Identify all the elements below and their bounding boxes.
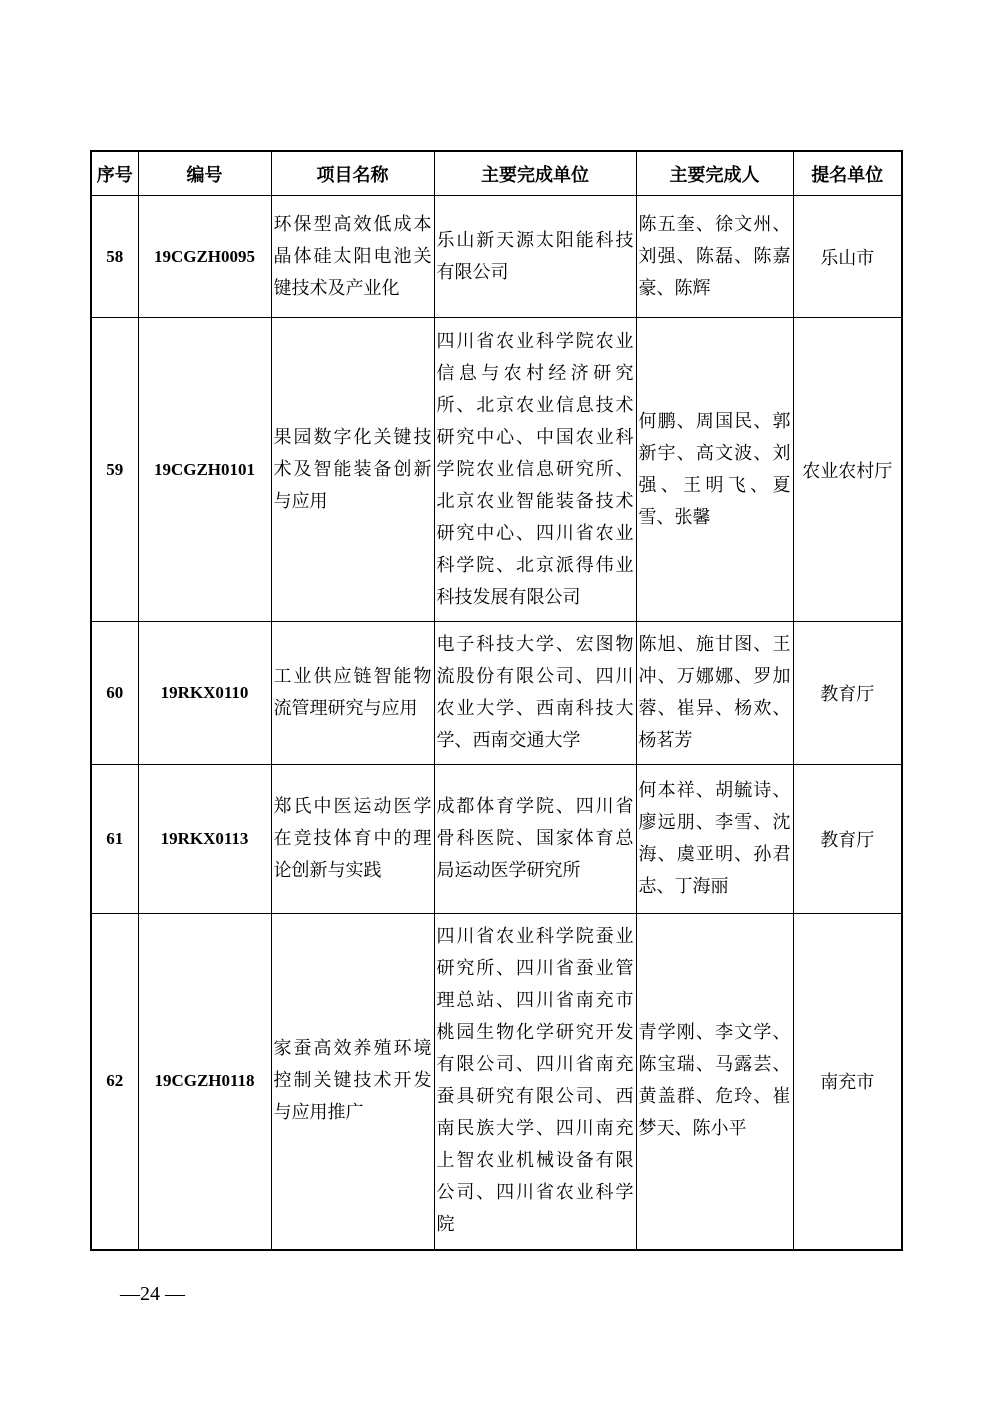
awards-table xyxy=(90,150,903,1251)
cell-main-units: 四川省农业科学院农业信息与农村经济研究所、北京农业信息技术研究中心、中国农业科学院农业信息研究所、北京农业智能装备技术研究中心、四川省农业科学院、北京派得伟业科技发展有限公司 xyxy=(434,318,636,622)
table-row xyxy=(91,765,902,914)
header-main-people: 主要完成人 xyxy=(636,151,793,196)
cell-project-name: 郑氏中医运动医学在竞技体育中的理论创新与实践 xyxy=(271,765,434,914)
cell-project-name: 环保型高效低成本晶体硅太阳电池关键技术及产业化 xyxy=(271,196,434,318)
cell-nominator: 农业农村厅 xyxy=(793,318,902,622)
page-number: —24 — xyxy=(120,1283,185,1305)
cell-serial: 58 xyxy=(91,196,138,318)
cell-serial: 62 xyxy=(91,914,138,1250)
cell-main-people: 何鹏、周国民、郭新宇、高文波、刘强、王明飞、夏雪、张馨 xyxy=(636,318,793,622)
cell-project-name: 家蚕高效养殖环境控制关键技术开发与应用推广 xyxy=(271,914,434,1250)
table-header-row xyxy=(91,151,902,196)
cell-nominator: 南充市 xyxy=(793,914,902,1250)
cell-code: 19RKX0113 xyxy=(138,765,271,914)
cell-main-units: 乐山新天源太阳能科技有限公司 xyxy=(434,196,636,318)
cell-nominator: 乐山市 xyxy=(793,196,902,318)
cell-nominator: 教育厅 xyxy=(793,622,902,765)
cell-project-name: 工业供应链智能物流管理研究与应用 xyxy=(271,622,434,765)
cell-code: 19RKX0110 xyxy=(138,622,271,765)
cell-code: 19CGZH0095 xyxy=(138,196,271,318)
cell-serial: 61 xyxy=(91,765,138,914)
table-row xyxy=(91,196,902,318)
header-project-name: 项目名称 xyxy=(271,151,434,196)
cell-code: 19CGZH0101 xyxy=(138,318,271,622)
cell-main-people: 青学刚、李文学、陈宝瑞、马露芸、黄盖群、危玲、崔梦天、陈小平 xyxy=(636,914,793,1250)
cell-main-units: 成都体育学院、四川省骨科医院、国家体育总局运动医学研究所 xyxy=(434,765,636,914)
header-main-units: 主要完成单位 xyxy=(434,151,636,196)
table-row xyxy=(91,914,902,1250)
cell-main-people: 陈旭、施甘图、王冲、万娜娜、罗加蓉、崔异、杨欢、杨茗芳 xyxy=(636,622,793,765)
cell-main-units: 电子科技大学、宏图物流股份有限公司、四川农业大学、西南科技大学、西南交通大学 xyxy=(434,622,636,765)
cell-nominator: 教育厅 xyxy=(793,765,902,914)
header-code: 编号 xyxy=(138,151,271,196)
cell-main-people: 何本祥、胡毓诗、廖远朋、李雪、沈海、虞亚明、孙君志、丁海丽 xyxy=(636,765,793,914)
cell-serial: 60 xyxy=(91,622,138,765)
table-row xyxy=(91,318,902,622)
cell-project-name: 果园数字化关键技术及智能装备创新与应用 xyxy=(271,318,434,622)
cell-main-units: 四川省农业科学院蚕业研究所、四川省蚕业管理总站、四川省南充市桃园生物化学研究开发有限公司、四川省南充蚕具研究有限公司、西南民族大学、四川南充上智农业机械设备有限公司、四川省农业科学院 xyxy=(434,914,636,1250)
cell-main-people: 陈五奎、徐文州、刘强、陈磊、陈嘉豪、陈辉 xyxy=(636,196,793,318)
header-nominator: 提名单位 xyxy=(793,151,902,196)
cell-serial: 59 xyxy=(91,318,138,622)
cell-code: 19CGZH0118 xyxy=(138,914,271,1250)
table-row xyxy=(91,622,902,765)
header-serial: 序号 xyxy=(91,151,138,196)
